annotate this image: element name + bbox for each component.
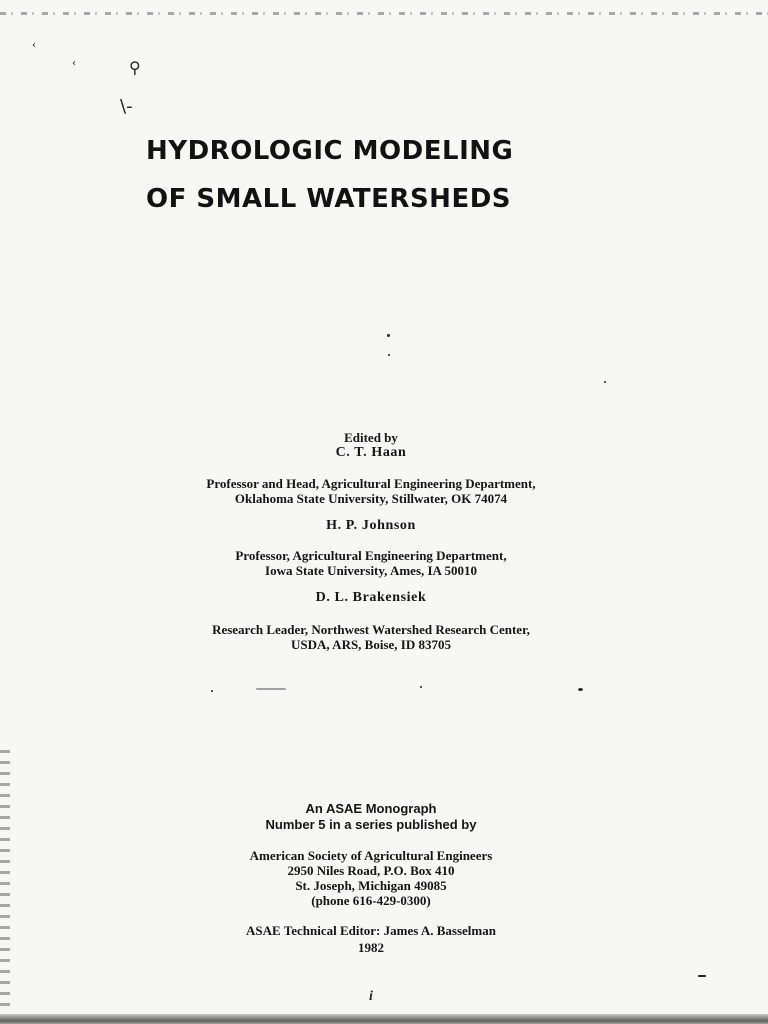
scan-speck: [420, 686, 422, 688]
editor-affiliation: Oklahoma State University, Stillwater, OK 74074: [234, 491, 508, 506]
publisher-phone: (phone 616-429-0300): [311, 893, 431, 908]
publisher-address: St. Joseph, Michigan 49085: [295, 878, 447, 893]
monograph-series-line: Number 5 in a series published by: [265, 817, 477, 832]
scan-speck: [387, 334, 390, 337]
editor-name: D. L. Brakensiek: [315, 590, 427, 605]
scan-speck: \-: [120, 96, 133, 117]
scan-speck: ⚲: [129, 58, 141, 77]
book-title-line-1: HYDROLOGIC MODELING: [146, 136, 514, 166]
editor-affiliation: Iowa State University, Ames, IA 50010: [265, 563, 477, 578]
scan-speck: [698, 975, 706, 977]
book-title-line-2: OF SMALL WATERSHEDS: [146, 184, 512, 214]
scan-speck: ‹: [32, 40, 36, 51]
scan-speck: [211, 690, 213, 692]
scan-edge-top: [0, 12, 768, 15]
scan-speck: [604, 381, 606, 383]
scan-speck: [256, 688, 286, 690]
scan-speck: [388, 354, 390, 356]
editor-name: H. P. Johnson: [326, 518, 416, 533]
page-number: i: [369, 989, 373, 1004]
publication-year: 1982: [358, 940, 384, 955]
editor-affiliation: Professor and Head, Agricultural Engineering Department,: [206, 476, 536, 491]
publisher-address: 2950 Niles Road, P.O. Box 410: [287, 863, 455, 878]
editor-affiliation: Research Leader, Northwest Watershed Research Center,: [212, 622, 530, 637]
edited-by-label: Edited by: [344, 430, 398, 445]
monograph-line: An ASAE Monograph: [305, 801, 437, 816]
technical-editor: ASAE Technical Editor: James A. Basselman: [246, 923, 496, 938]
editor-affiliation: Professor, Agricultural Engineering Department,: [235, 548, 507, 563]
publisher-name: American Society of Agricultural Engineers: [249, 848, 493, 863]
scan-speck: [578, 688, 583, 691]
editor-affiliation: USDA, ARS, Boise, ID 83705: [291, 637, 451, 652]
editor-name: C. T. Haan: [335, 445, 407, 460]
scan-edge-bottom: [0, 1014, 768, 1024]
scan-speck: ‹: [72, 58, 76, 69]
